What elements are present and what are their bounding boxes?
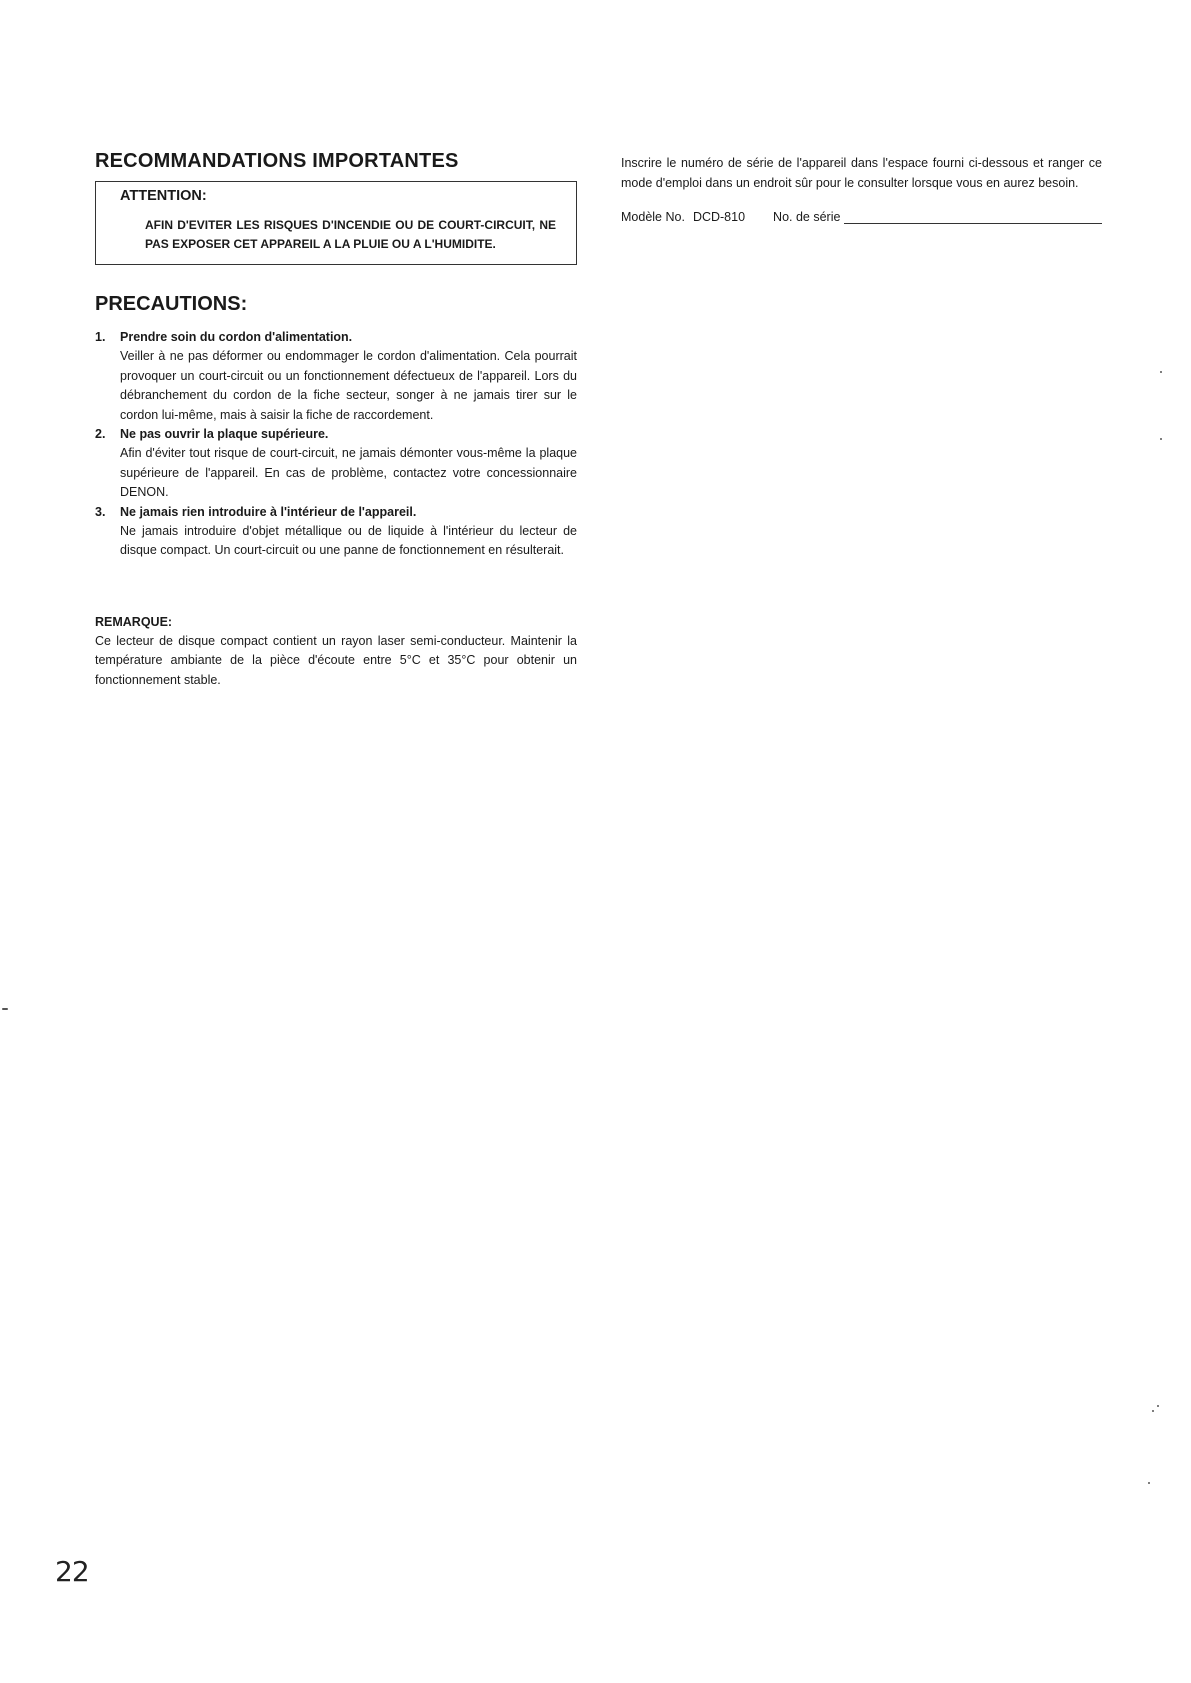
- remark-title: REMARQUE:: [95, 614, 173, 629]
- precautions-title: PRECAUTIONS:: [95, 293, 248, 315]
- precaution-body: Veiller à ne pas déformer ou endommager le cordon d'alimentation. Cela pourrait provoquer un court-circuit ou un fonctionnement défectueux de l'appareil. Lors du débranchement du cordon de la fiche secteur, songer à ne jamais tirer sur le cordon lui-même, mais à saisir la fiche de raccordement.: [120, 349, 577, 422]
- precaution-item: [95, 503, 577, 561]
- page-number: 22: [55, 1555, 89, 1588]
- precaution-heading: Ne jamais rien introduire à l'intérieur de l'appareil.: [120, 504, 417, 519]
- scan-speck: [1152, 1410, 1154, 1412]
- remark-section: [95, 613, 577, 691]
- left-column: [95, 150, 577, 690]
- serial-label: No. de série: [773, 210, 841, 224]
- precaution-item: [95, 425, 577, 503]
- precaution-number: 2.: [95, 427, 106, 441]
- precaution-body: Ne jamais introduire d'objet métallique ou de liquide à l'intérieur du lecteur de disque compact. Un court-circuit ou une panne de fonctionnement en résulterait.: [120, 523, 577, 557]
- precaution-number: 1.: [95, 330, 106, 344]
- scan-speck: [1160, 438, 1162, 440]
- precaution-body: Afin d'éviter tout risque de court-circuit, ne jamais démonter vous-même la plaque supérieure de l'appareil. En cas de problème, contactez votre concessionnaire DENON.: [120, 446, 577, 499]
- remark-text: Ce lecteur de disque compact contient un rayon laser semi-conducteur. Maintenir la température ambiante de la pièce d'écoute entre 5°C et 35°C pour obtenir un fonctionnement stable.: [95, 633, 577, 687]
- model-value: DCD-810: [692, 210, 746, 224]
- model-serial-row: [621, 210, 1102, 224]
- scan-speck: [1148, 1482, 1150, 1484]
- attention-title: ATTENTION:: [120, 188, 207, 204]
- precaution-item: [95, 328, 577, 425]
- right-column: [621, 154, 1102, 224]
- attention-box: [95, 181, 577, 265]
- serial-number-blank-line: [844, 210, 1102, 224]
- serial-instructions: Inscrire le numéro de série de l'appareil dans l'espace fourni ci-dessous et ranger ce mode d'emploi dans un endroit sûr pour le consulter lorsque vous en aurez besoin.: [621, 156, 1102, 190]
- precaution-number: 3.: [95, 504, 106, 519]
- scan-speck: [1157, 1405, 1159, 1407]
- scan-speck: [2, 1008, 8, 1010]
- model-label: Modèle No.: [621, 210, 685, 224]
- precaution-heading: Ne pas ouvrir la plaque supérieure.: [120, 427, 329, 441]
- scan-speck: [1160, 371, 1162, 373]
- attention-text: AFIN D'EVITER LES RISQUES D'INCENDIE OU DE COURT-CIRCUIT, NE PAS EXPOSER CET APPAREIL A LA PLUIE OU A L'HUMIDITE.: [145, 218, 556, 251]
- precaution-heading: Prendre soin du cordon d'alimentation.: [120, 330, 353, 344]
- section-title: RECOMMANDATIONS IMPORTANTES: [95, 150, 459, 172]
